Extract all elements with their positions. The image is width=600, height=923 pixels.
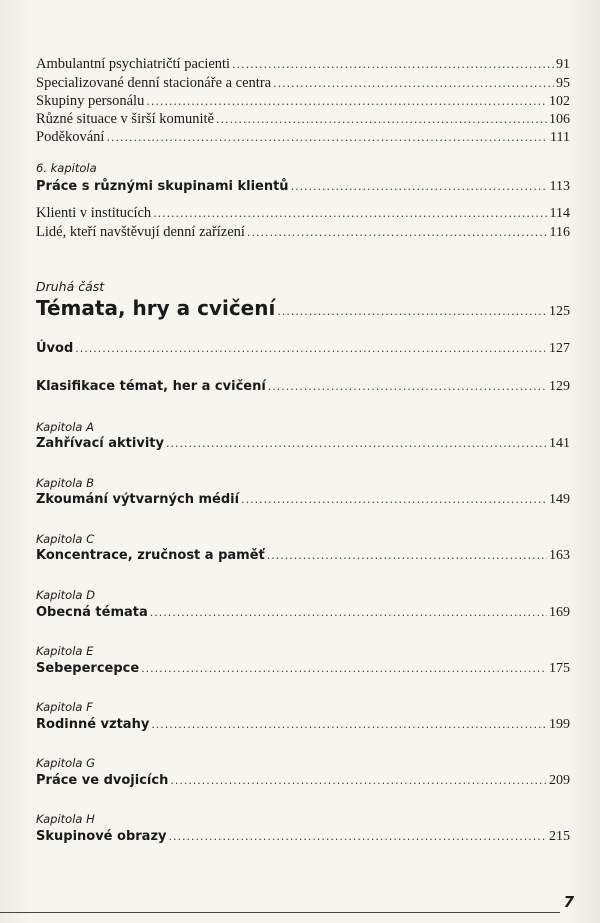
- toc-chapter-d: [36, 605, 570, 621]
- toc-classification: [36, 379, 570, 395]
- toc-part-2: [36, 296, 570, 320]
- toc-entry-outpatients: [36, 56, 570, 73]
- leader-dots: [241, 493, 547, 506]
- toc-entry-title: Klienti v institucích: [36, 205, 152, 221]
- leader-dots: [273, 77, 554, 90]
- toc-chapter-page: 209: [549, 773, 570, 788]
- toc-chapter-page: 141: [549, 436, 570, 451]
- chapter-b-label: Kapitola B: [36, 476, 95, 490]
- chapter-a-label: Kapitola A: [36, 420, 94, 434]
- toc-chapter-b: [36, 492, 570, 508]
- leader-dots: [267, 549, 547, 562]
- toc-classification-title: Klasifikace témat, her a cvičení: [36, 379, 266, 394]
- leader-dots: [150, 606, 547, 619]
- chapter-c-label: Kapitola C: [36, 532, 95, 546]
- toc-entry-day-centres: [36, 75, 570, 92]
- toc-classification-page: 129: [549, 379, 570, 394]
- toc-entry-title: Skupiny personálu: [36, 93, 145, 109]
- toc-chapter-title: Koncentrace, zručnost a paměť: [36, 548, 265, 563]
- toc-chapter-title: Zahřívací aktivity: [36, 436, 164, 451]
- toc-part-title: Témata, hry a cvičení: [36, 296, 276, 320]
- toc-entry-title: Lidé, kteří navštěvují denní zařízení: [36, 224, 245, 240]
- toc-entry-day-facility: [36, 224, 570, 241]
- leader-dots: [232, 58, 554, 71]
- leader-dots: [106, 131, 548, 144]
- toc-chapter-page: 215: [549, 829, 570, 844]
- toc-chapter-page: 113: [549, 179, 570, 194]
- toc-chapter-title: Sebepercepce: [36, 661, 140, 676]
- toc-chapter-page: 169: [549, 605, 570, 620]
- toc-entry-community: [36, 111, 570, 128]
- toc-entry-page: 106: [549, 112, 570, 127]
- toc-chapter-title: Práce s různými skupinami klientů: [36, 179, 289, 194]
- leader-dots: [247, 226, 548, 239]
- leader-dots: [75, 342, 547, 355]
- toc-entry-page: 111: [550, 130, 570, 145]
- toc-chapter-title: Rodinné vztahy: [36, 717, 150, 732]
- toc-intro-page: 127: [549, 341, 570, 356]
- toc-chapter-page: 149: [549, 492, 570, 507]
- leader-dots: [268, 380, 547, 393]
- toc-intro-title: Úvod: [36, 341, 74, 356]
- leader-dots: [151, 718, 547, 731]
- chapter-e-label: Kapitola E: [36, 644, 94, 658]
- chapter-d-label: Kapitola D: [36, 588, 95, 602]
- toc-entry-title: Specializované denní stacionáře a centra: [36, 75, 272, 91]
- toc-entry-title: Různé situace v širší komunitě: [36, 111, 214, 127]
- toc-intro: [36, 341, 570, 357]
- toc-entry-acknowledgements: [36, 129, 570, 146]
- toc-entry-page: 116: [549, 225, 570, 240]
- toc-entry-page: 114: [549, 206, 570, 221]
- toc-chapter-page: 199: [549, 717, 570, 732]
- leader-dots: [166, 437, 547, 450]
- leader-dots: [216, 113, 547, 126]
- leader-dots: [291, 180, 548, 193]
- toc-chapter-f: [36, 717, 570, 733]
- toc-entry-page: 102: [549, 94, 570, 109]
- leader-dots: [146, 95, 547, 108]
- part-2-label: Druhá část: [36, 279, 105, 294]
- toc-chapter-page: 163: [549, 548, 570, 563]
- toc-entry-page: 91: [556, 57, 570, 72]
- toc-chapter-title: Obecná témata: [36, 605, 148, 620]
- toc-chapter-title: Skupinové obrazy: [36, 829, 167, 844]
- toc-entry-title: Poděkování: [36, 129, 105, 145]
- toc-chapter-title: Zkoumání výtvarných médií: [36, 492, 240, 507]
- chapter-h-label: Kapitola H: [36, 812, 95, 826]
- toc-entry-page: 95: [556, 76, 570, 91]
- leader-dots: [153, 207, 547, 220]
- toc-entry-title: Ambulantní psychiatričtí pacienti: [36, 56, 231, 72]
- toc-entry-institutions: [36, 205, 570, 222]
- toc-chapter-c: [36, 548, 570, 564]
- toc-part-page: 125: [549, 304, 570, 319]
- toc-chapter-g: [36, 773, 570, 789]
- toc-chapter-h: [36, 829, 570, 845]
- chapter-6-label: 6. kapitola: [36, 161, 97, 175]
- leader-dots: [141, 662, 547, 675]
- leader-dots: [169, 830, 548, 843]
- footer-rule: [0, 912, 560, 913]
- page-number: 7: [563, 893, 574, 911]
- chapter-f-label: Kapitola F: [36, 700, 93, 714]
- toc-chapter-page: 175: [549, 661, 570, 676]
- toc-chapter-6: [36, 179, 570, 195]
- toc-entry-staff-groups: [36, 93, 570, 110]
- chapter-g-label: Kapitola G: [36, 756, 96, 770]
- toc-chapter-title: Práce ve dvojicích: [36, 773, 169, 788]
- toc-chapter-a: [36, 436, 570, 452]
- leader-dots: [170, 774, 547, 787]
- toc-chapter-e: [36, 661, 570, 677]
- leader-dots: [277, 305, 547, 318]
